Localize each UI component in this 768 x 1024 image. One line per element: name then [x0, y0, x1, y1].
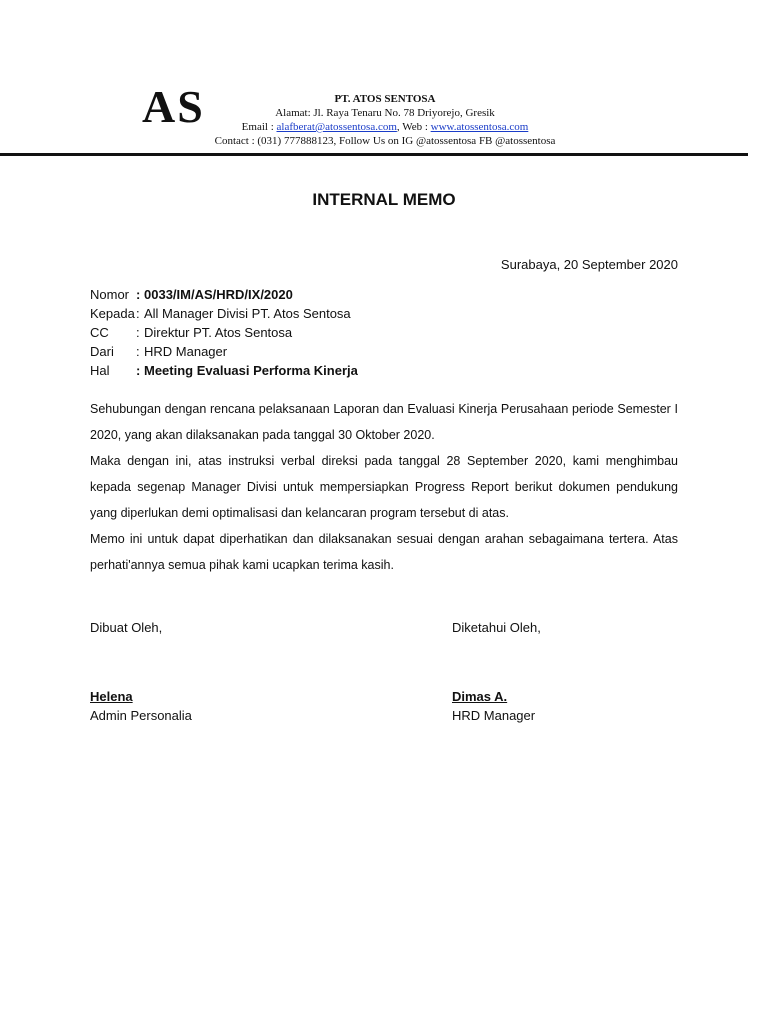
body-paragraph: Maka dengan ini, atas instruksi verbal direksi pada tanggal 28 September 2020, kami menghimbau kepada segenap Manager Divisi untuk mempersiapkan Progress Report berikut dokumen pendukung yang diperlukan demi optimalisasi dan kelancaran program tersebut di atas.: [90, 454, 678, 520]
company-email-web: [190, 120, 580, 134]
body-paragraph: Sehubungan dengan rencana pelaksanaan Laporan dan Evaluasi Kinerja Perusahaan periode Semester I 2020, yang akan dilaksanakan pada tanggal 30 Oktober 2020.: [90, 402, 678, 442]
field-dari: [90, 342, 358, 361]
email-link[interactable]: alafberat@atossentosa.com: [276, 121, 397, 133]
field-value: All Manager Divisi PT. Atos Sentosa: [144, 306, 351, 321]
field-kepada: [90, 304, 358, 323]
field-label: Kepada: [90, 306, 135, 321]
field-colon: :: [136, 325, 140, 340]
field-colon: :: [136, 344, 140, 359]
field-label: Nomor: [90, 287, 130, 302]
field-nomor: [90, 285, 358, 304]
web-label: , Web :: [396, 121, 431, 133]
email-label: Email :: [241, 121, 277, 133]
field-value: Meeting Evaluasi Performa Kinerja: [144, 363, 358, 378]
signature-right: [452, 618, 541, 725]
body-paragraph: Memo ini untuk dapat diperhatikan dan dilaksanakan sesuai dengan arahan sebagaimana tertera. Atas perhati'annya semua pihak kami ucapkan terima kasih.: [90, 532, 678, 572]
company-address: Alamat: Jl. Raya Tenaru No. 78 Driyorejo, Gresik: [275, 107, 495, 119]
field-label: CC: [90, 325, 109, 340]
letterhead: [190, 92, 580, 148]
memo-title: INTERNAL MEMO: [312, 190, 456, 209]
field-colon: :: [136, 363, 141, 378]
signatory-role: HRD Manager: [452, 708, 536, 723]
field-cc: [90, 323, 358, 342]
field-label: Hal: [90, 363, 110, 378]
memo-body: [90, 396, 678, 578]
company-name: PT. ATOS SENTOSA: [334, 93, 436, 105]
signatory-name: Dimas A.: [452, 689, 508, 704]
signatory-role: Admin Personalia: [90, 708, 192, 723]
memo-header-fields: [90, 285, 358, 380]
field-colon: :: [136, 306, 140, 321]
signature-left: [90, 618, 192, 725]
company-logo: AS: [142, 81, 205, 132]
field-value: Direktur PT. Atos Sentosa: [144, 325, 293, 340]
field-hal: [90, 361, 358, 380]
web-link[interactable]: www.atossentosa.com: [430, 121, 529, 133]
field-colon: :: [136, 287, 141, 302]
company-contact: Contact : (031) 777888123, Follow Us on IG @atossentosa FB @atossentosa: [214, 135, 556, 147]
signature-caption: Dibuat Oleh,: [90, 620, 163, 635]
signatory-name: Helena: [90, 689, 133, 704]
field-value: 0033/IM/AS/HRD/IX/2020: [144, 287, 293, 302]
field-value: HRD Manager: [144, 344, 228, 359]
field-label: Dari: [90, 344, 114, 359]
place-date: Surabaya, 20 September 2020: [500, 257, 678, 272]
letterhead-divider: [0, 153, 748, 156]
signature-caption: Diketahui Oleh,: [452, 620, 541, 635]
